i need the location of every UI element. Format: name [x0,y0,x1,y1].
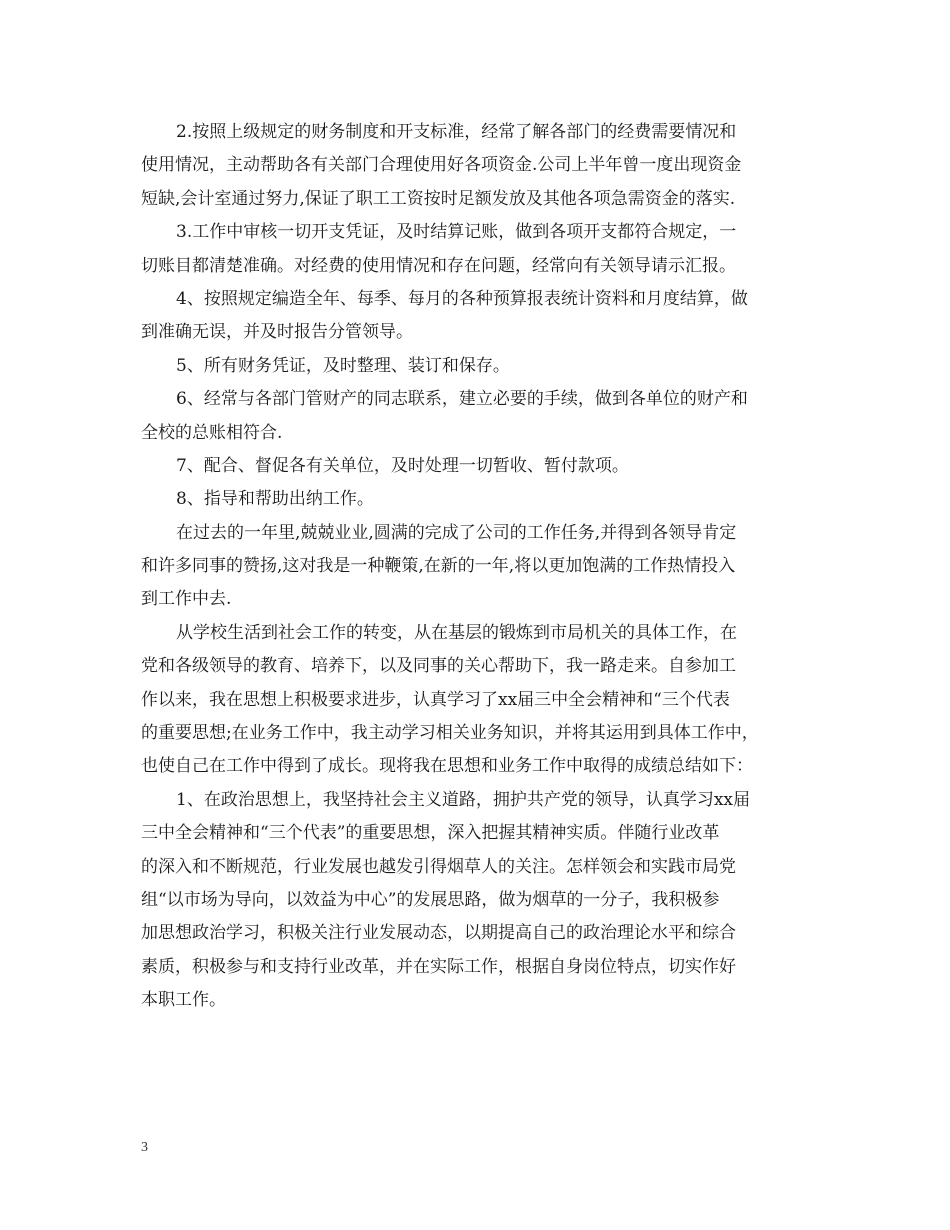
text-line: 也使自己在工作中得到了成长。现将我在思想和业务工作中取得的成绩总结如下： [141,756,753,777]
text-line: 7、配合、督促各有关单位，及时处理一切暂收、暂付款项。 [176,455,629,476]
text-line: 使用情况，主动帮助各有关部门合理使用好各项资金.公司上半年曾一度出现资金 [141,155,742,176]
text-line: 从学校生活到社会工作的转变，从在基层的锻炼到市局机关的具体工作，在 [176,622,737,643]
text-line: 到工作中去. [141,589,232,610]
text-line: 党和各级领导的教育、培养下，以及同事的关心帮助下，我一路走来。自参加工 [141,656,736,677]
text-line: 的重要思想;在业务工作中，我主动学习相关业务知识，并将其运用到具体工作中， [141,723,759,744]
paragraph [141,450,811,483]
text-line: 的深入和不断规范，行业发展也越发引得烟草人的关注。怎样领会和实践市局党 [141,856,736,877]
text-line: 2.按照上级规定的财务制度和开支标准，经常了解各部门的经费需要情况和 [176,122,737,142]
paragraph [141,350,811,383]
text-line: 短缺,会计室通过努力,保证了职工工资按时足额发放及其他各项急需资金的落实. [141,188,736,209]
paragraph [141,617,811,784]
paragraph [141,517,811,617]
paragraph [141,383,811,450]
text-line: 组“以市场为导向，以效益为中心”的发展思路，做为烟草的一分子，我积极参 [141,889,720,910]
text-line: 到准确无误，并及时报告分管领导。 [141,322,413,343]
text-line: 作以来，我在思想上积极要求进步，认真学习了xx届三中全会精神和“三个代表 [141,689,730,710]
text-line: 素质，积极参与和支持行业改革，并在实际工作，根据自身岗位特点，切实作好 [141,956,736,977]
text-line: 切账目都清楚准确。对经费的使用情况和存在问题，经常向有关领导请示汇报。 [141,255,736,276]
text-line: 4、按照规定编造全年、每季、每月的各种预算报表统计资料和月度结算，做 [176,288,748,309]
text-line: 5、所有财务凭证，及时整理、装订和保存。 [176,355,510,376]
text-line: 1、在政治思想上，我坚持社会主义道路，拥护共产党的领导，认真学习xx届 [176,789,750,810]
paragraph [141,116,811,216]
page-number: 3 [141,1140,148,1155]
paragraph [141,283,811,350]
text-line: 3.工作中审核一切开支凭证，及时结算记账，做到各项开支都符合规定，一 [176,222,737,243]
text-line: 本职工作。 [141,990,226,1011]
text-line: 加思想政治学习，积极关注行业发展动态，以期提高自己的政治理论水平和综合 [141,923,736,944]
text-line: 在过去的一年里,兢兢业业,圆满的完成了公司的工作任务,并得到各领导肯定 [176,522,737,543]
paragraph [141,784,811,1018]
paragraph [141,216,811,283]
document-body [141,116,811,1018]
paragraph [141,483,811,516]
text-line: 6、经常与各部门管财产的同志联系，建立必要的手续，做到各单位的财产和 [176,389,748,410]
text-line: 8、指导和帮助出纳工作。 [176,489,374,510]
text-line: 三中全会精神和“三个代表”的重要思想，深入把握其精神实质。伴随行业改革 [141,823,720,844]
text-line: 全校的总账相符合. [141,422,283,443]
text-line: 和许多同事的赞扬,这对我是一种鞭策,在新的一年,将以更加饱满的工作热情投入 [141,556,736,577]
